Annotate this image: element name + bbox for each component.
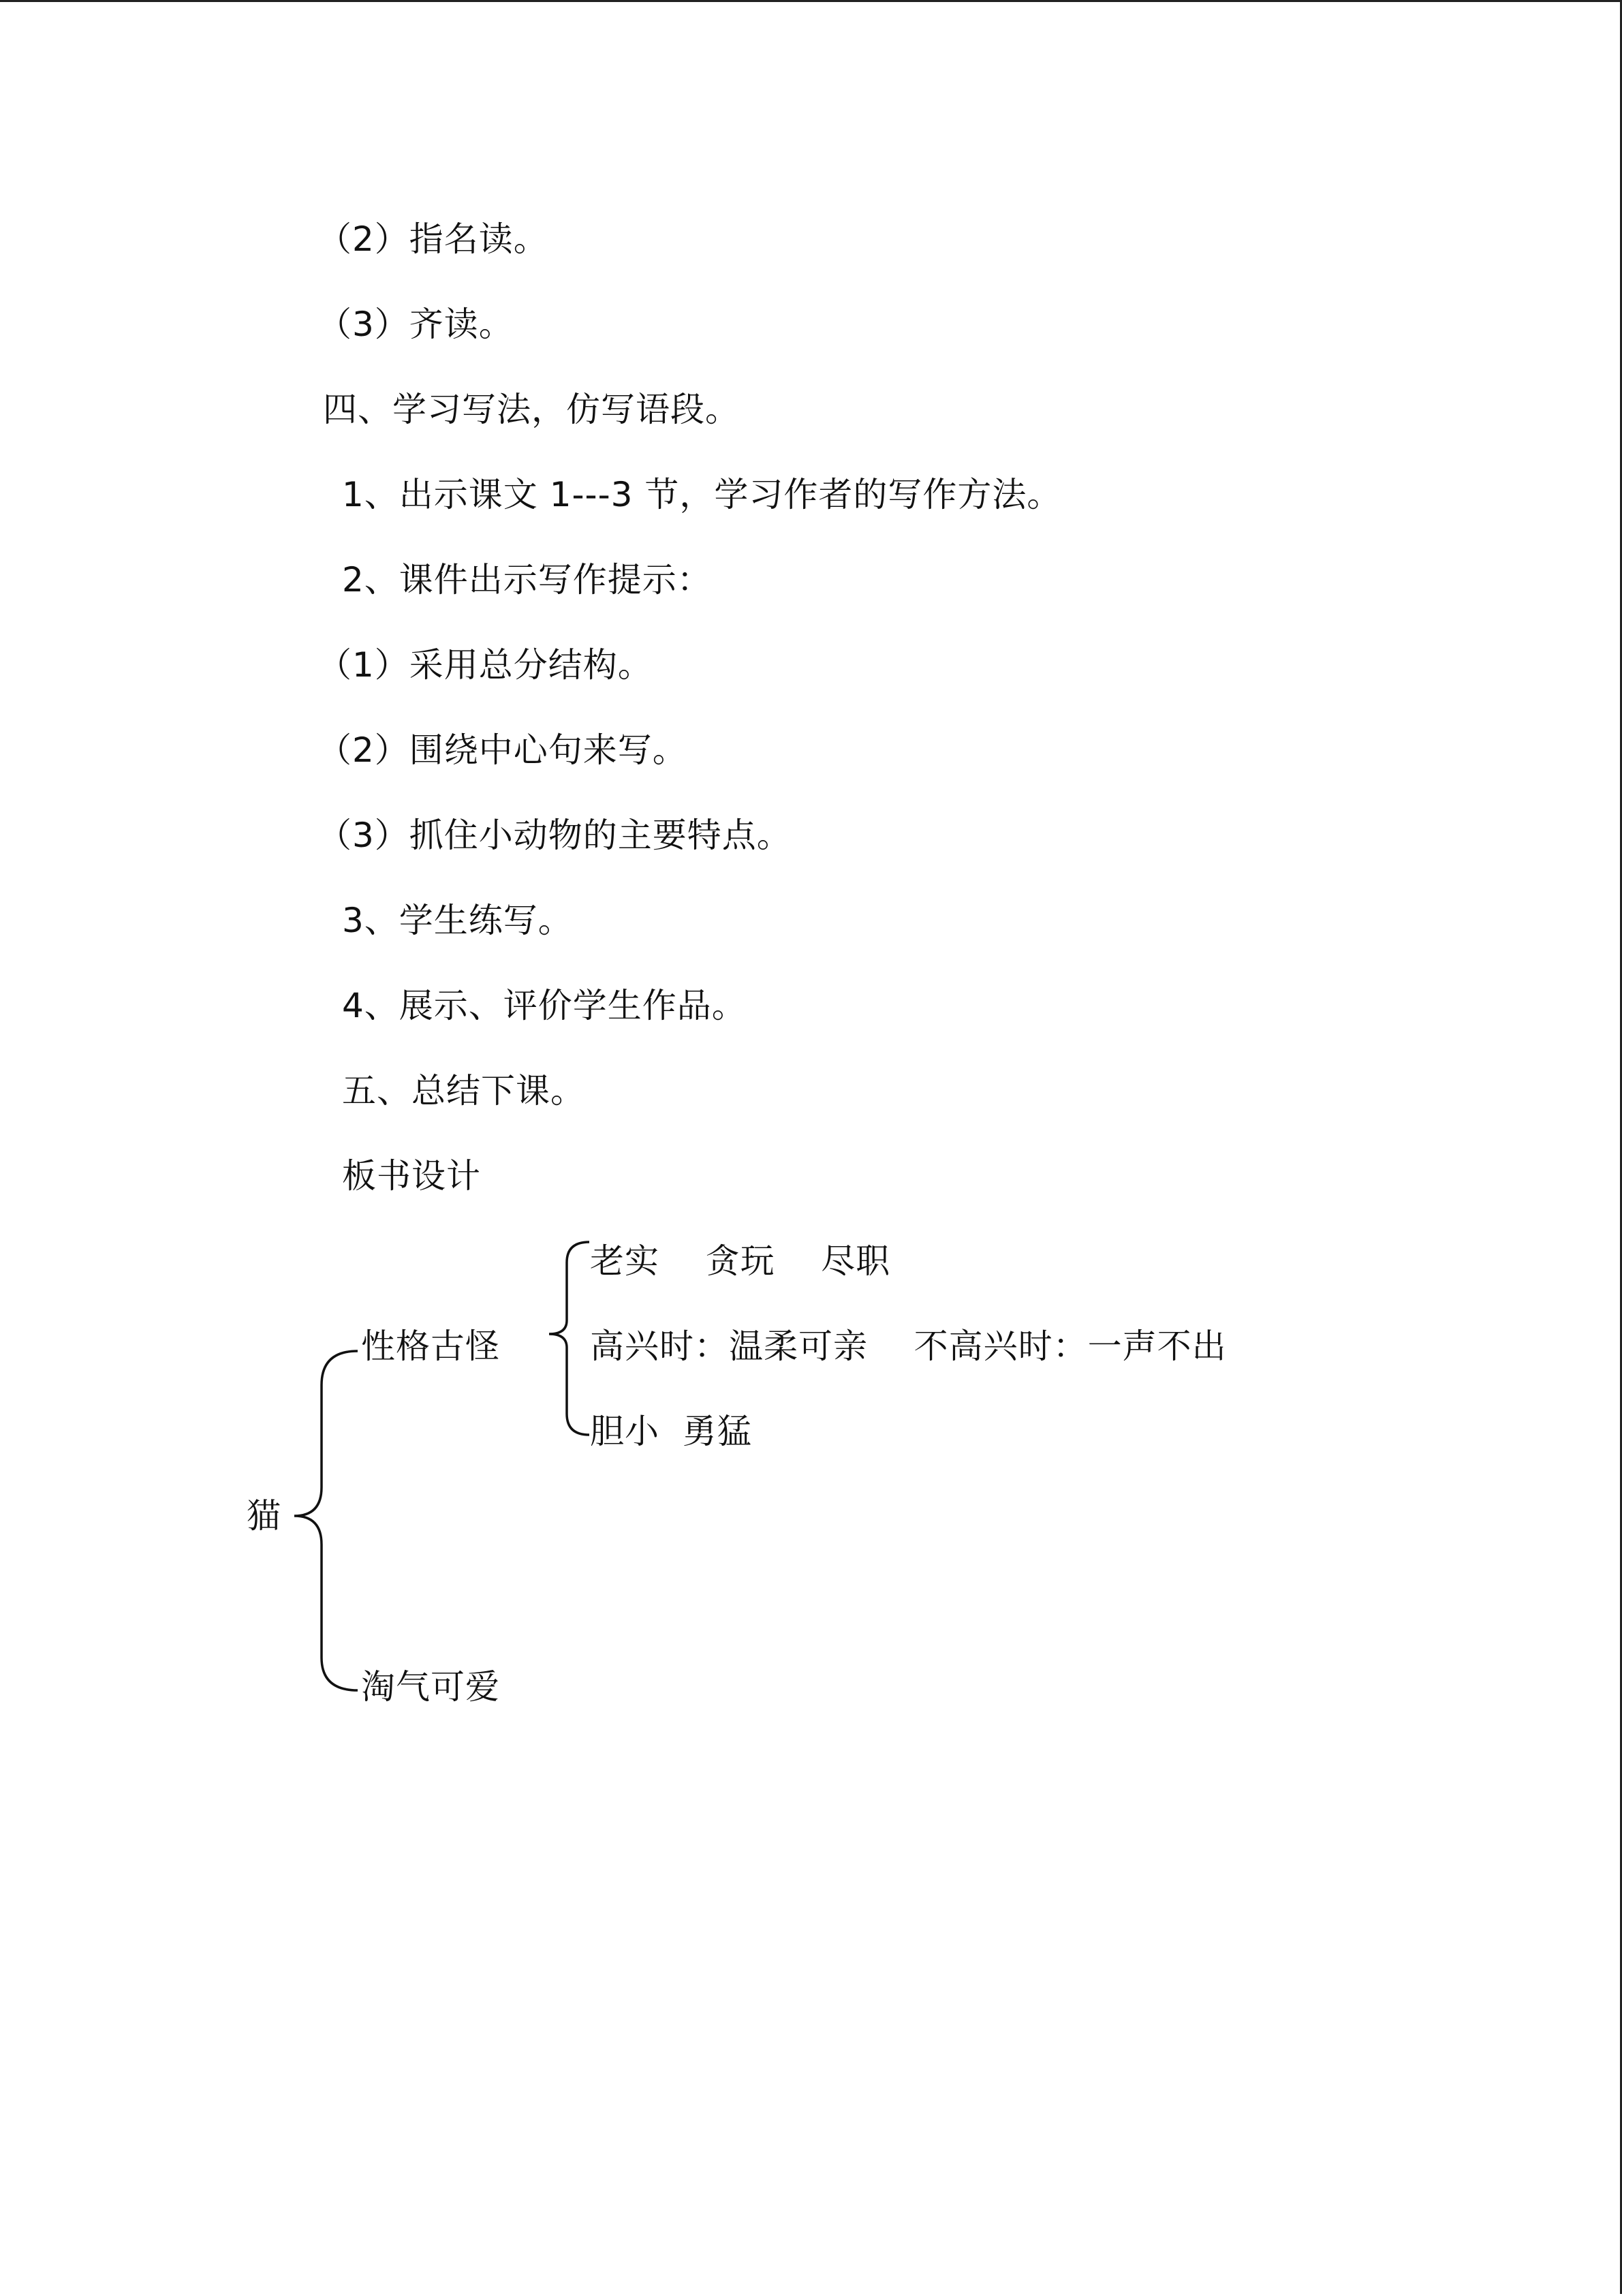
branch1-brace — [549, 1242, 589, 1435]
text-line-7: （2）围绕中心句来写。 — [317, 730, 687, 770]
board-branch1-item-1: 老实 贪玩 尽职 — [590, 1241, 891, 1281]
text-line-5: 2、课件出示写作提示： — [342, 560, 712, 600]
section-heading-4: 四、学习写法，仿写语段。 — [323, 390, 740, 429]
text-line-6: （1）采用总分结构。 — [317, 645, 653, 685]
board-branch1-item-3: 胆小 勇猛 — [590, 1412, 752, 1451]
board-branch1-label: 性格古怪 — [361, 1327, 500, 1366]
board-braces — [0, 2, 1622, 2296]
text-line-1: （2）指名读。 — [317, 219, 548, 259]
text-line-2: （3）齐读。 — [317, 305, 514, 344]
board-root-label: 猫 — [247, 1496, 281, 1536]
root-brace — [294, 1351, 358, 1690]
text-line-8: （3）抓住小动物的主要特点。 — [317, 816, 792, 855]
text-line-4: 1、出示课文 1---3 节，学习作者的写作方法。 — [342, 475, 1062, 514]
board-design-heading: 板书设计 — [342, 1156, 481, 1196]
board-branch2-label: 淘气可爱 — [361, 1667, 500, 1707]
board-branch1-item-2: 高兴时：温柔可亲 不高兴时：一声不出 — [590, 1327, 1227, 1366]
text-line-10: 4、展示、评价学生作品。 — [342, 986, 747, 1025]
text-line-9: 3、学生练写。 — [342, 901, 573, 940]
section-heading-5: 五、总结下课。 — [342, 1071, 585, 1111]
